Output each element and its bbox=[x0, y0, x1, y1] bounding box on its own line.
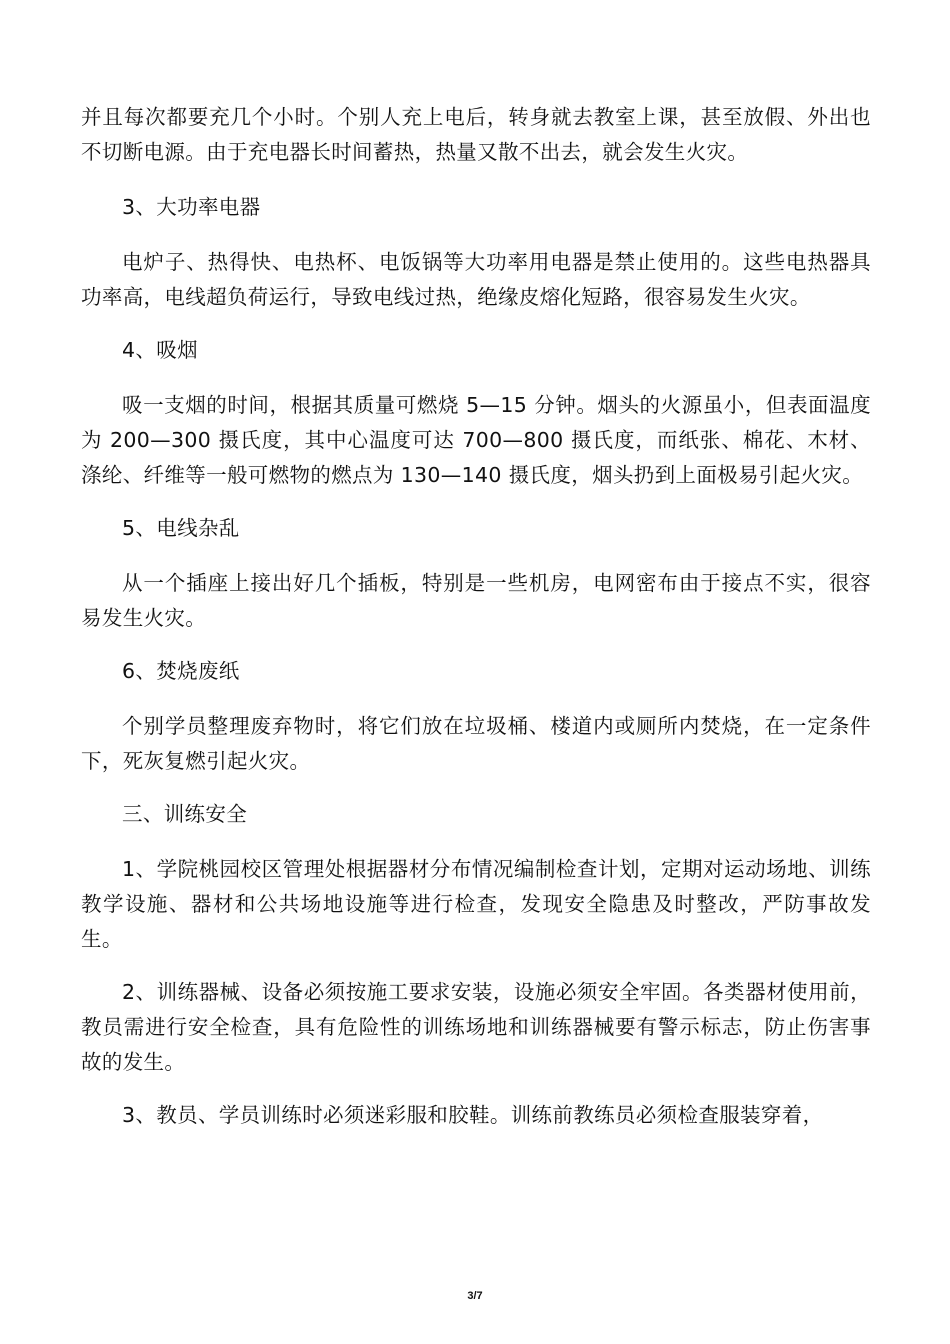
section-heading-smoking: 4、吸烟 bbox=[122, 338, 198, 362]
section-heading-burning-paper: 6、焚烧废纸 bbox=[122, 659, 240, 683]
section-heading-training-safety: 三、训练安全 bbox=[122, 802, 248, 826]
paragraph-burning-paper: 个别学员整理废弃物时，将它们放在垃圾桶、楼道内或厕所内焚烧，在一定条件下，死灰复燃引起火灾。 bbox=[81, 714, 871, 773]
section-heading-high-power-appliances: 3、大功率电器 bbox=[122, 195, 261, 219]
section-heading-messy-wires: 5、电线杂乱 bbox=[122, 516, 240, 540]
paragraph-high-power-appliances: 电炉子、热得快、电热杯、电饭锅等大功率用电器是禁止使用的。这些电热器具功率高，电线超负荷运行，导致电线过热，绝缘皮熔化短路，很容易发生火灾。 bbox=[81, 250, 871, 309]
paragraph-continuation: 并且每次都要充几个小时。个别人充上电后，转身就去教室上课，甚至放假、外出也不切断电源。由于充电器长时间蓄热，热量又散不出去，就会发生火灾。 bbox=[81, 105, 871, 164]
page-number: 3/7 bbox=[467, 1290, 483, 1302]
document-body bbox=[81, 100, 871, 1133]
paragraph-training-safety-3: 3、教员、学员训练时必须迷彩服和胶鞋。训练前教练员必须检查服装穿着， bbox=[122, 1103, 824, 1127]
paragraph-training-safety-1: 1、学院桃园校区管理处根据器材分布情况编制检查计划，定期对运动场地、训练教学设施、器材和公共场地设施等进行检查，发现安全隐患及时整改，严防事故发生。 bbox=[81, 857, 871, 951]
paragraph-smoking: 吸一支烟的时间，根据其质量可燃烧 5—15 分钟。烟头的火源虽小，但表面温度为 200—300 摄氏度，其中心温度可达 700—800 摄氏度，而纸张、棉花、木材、涤纶、纤维等一般可燃物的燃点为 130—140 摄氏度，烟头扔到上面极易引起火灾。 bbox=[81, 393, 871, 487]
paragraph-training-safety-2: 2、训练器械、设备必须按施工要求安装，设施必须安全牢固。各类器材使用前，教员需进行安全检查，具有危险性的训练场地和训练器械要有警示标志，防止伤害事故的发生。 bbox=[81, 980, 871, 1074]
paragraph-messy-wires: 从一个插座上接出好几个插板，特别是一些机房，电网密布由于接点不实，很容易发生火灾。 bbox=[81, 571, 871, 630]
